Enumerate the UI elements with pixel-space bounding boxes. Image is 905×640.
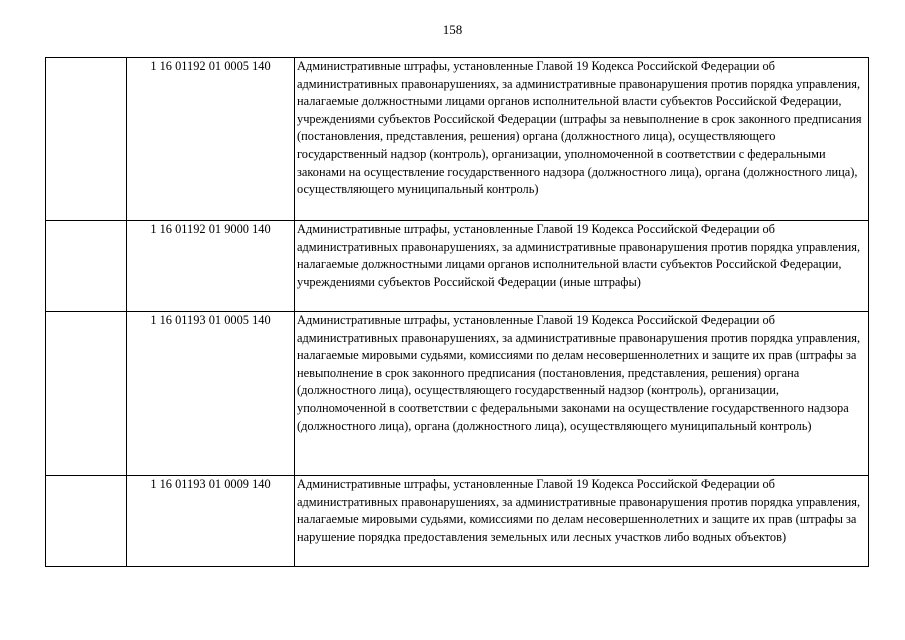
row-admin-cell — [46, 58, 127, 221]
table-row — [46, 312, 869, 476]
description-cell: Административные штрафы, установленные Главой 19 Кодекса Российской Федерации об административных правонарушениях, за административные правонарушения против порядка управления, налагаемые мировыми судьями, комиссиями по делам несовершеннолетних и защите их прав (штрафы за невыполнение в срок законного предписания (постановления, представления, решения) органа (должностного лица), осуществляющего государственный надзор (контроль), организации, уполномоченной в соответствии с федеральными законами на осуществление государственного надзора (должностного лица), органа (должностного лица), осуществляющего муниципальный контроль) — [295, 312, 869, 476]
table-row — [46, 58, 869, 221]
budget-code-cell: 1 16 01193 01 0009 140 — [127, 476, 295, 567]
budget-codes-table — [45, 57, 869, 567]
row-admin-cell — [46, 312, 127, 476]
description-cell: Административные штрафы, установленные Главой 19 Кодекса Российской Федерации об административных правонарушениях, за административные правонарушения против порядка управления, налагаемые должностными лицами органов исполнительной власти субъектов Российской Федерации, учреждениями субъектов Российской Федерации (штрафы за невыполнение в срок законного предписания (постановления, представления, решения) органа (должностного лица), осуществляющего государственный надзор (контроль), организации, уполномоченной в соответствии с федеральными законами на осуществление государственного надзора (должностного лица), органа (должностного лица), осуществляющего муниципальный контроль) — [295, 58, 869, 221]
table-row — [46, 221, 869, 312]
budget-code-cell: 1 16 01193 01 0005 140 — [127, 312, 295, 476]
row-admin-cell — [46, 476, 127, 567]
table-row — [46, 476, 869, 567]
budget-code-cell: 1 16 01192 01 9000 140 — [127, 221, 295, 312]
budget-code-cell: 1 16 01192 01 0005 140 — [127, 58, 295, 221]
description-cell: Административные штрафы, установленные Главой 19 Кодекса Российской Федерации об административных правонарушениях, за административные правонарушения против порядка управления, налагаемые должностными лицами органов исполнительной власти субъектов Российской Федерации, учреждениями субъектов Российской Федерации (иные штрафы) — [295, 221, 869, 312]
row-admin-cell — [46, 221, 127, 312]
page-number: 158 — [442, 22, 463, 37]
description-cell: Административные штрафы, установленные Главой 19 Кодекса Российской Федерации об административных правонарушениях, за административные правонарушения против порядка управления, налагаемые мировыми судьями, комиссиями по делам несовершеннолетних и защите их прав (штрафы за нарушение порядка предоставления земельных или лесных участков либо водных объектов) — [295, 476, 869, 567]
